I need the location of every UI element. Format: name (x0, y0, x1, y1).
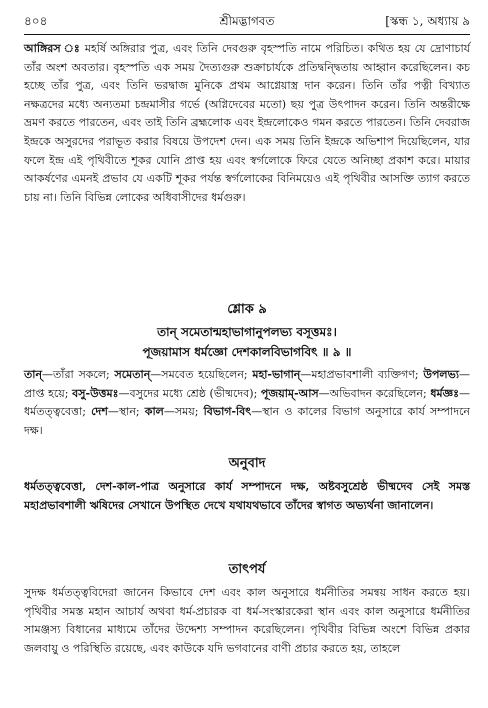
synonym-word: ধর্মজ্ঞঃ (430, 386, 460, 400)
synonym-word: দেশ (91, 405, 108, 419)
previous-purport-paragraph (24, 40, 470, 207)
page-number: ৪০৪ (24, 14, 48, 28)
verse-heading: শ্লোক ৯ (227, 302, 267, 317)
synonym-word: মহা-ভাগান্ (252, 368, 301, 381)
synonym-meaning: —সমবেত হয়েছিলেন; (150, 368, 253, 381)
synonym-word: বসু-উত্তমঃ (72, 386, 119, 400)
synonym-meaning: —মহাপ্রভাবশালী ব্যক্তিগণ; (300, 368, 424, 381)
purport-lead-term: আঙ্গিরস ঃ (24, 42, 81, 55)
verse-line-1: তান্ সমেতান্মহাভাগানুপলভ্য বসূত্তমঃ। (157, 325, 337, 339)
canto-chapter-label: [স্কন্ধ ১, অধ্যায় ৯ (385, 14, 470, 28)
synonym-meaning: —সময়; (163, 405, 204, 419)
synonym-word: কাল (144, 405, 164, 419)
translation-text: ধর্মতত্ত্ববেত্তা, দেশ-কাল-পাত্র অনুসারে কার্য সম্পাদনে দক্ষ, অষ্টবসুশ্রেষ্ঠ ভীষ্মদেব সেই সমস্ত মহাপ্রভাবশালী ঋষিদের সেখানে উপস্থিত দেখে যথাযথভাবে তাঁদের স্বাগত অভ্যর্থনা জানালেন। (24, 480, 470, 512)
synonyms-paragraph (24, 366, 470, 440)
synonym-meaning: —প্রাপ্ত হয়ে; (24, 368, 471, 400)
translation-heading: অনুবাদ (228, 456, 266, 471)
header-rule (24, 34, 470, 35)
synonym-meaning: —স্থান ও কালের বিভাগ অনুসারে কার্য সম্পাদনে দক্ষ। (24, 405, 470, 437)
synonym-word: বিভাগ-বিৎ (203, 405, 252, 419)
synonym-meaning: —স্থান; (107, 405, 145, 419)
purport-prev-text: মহর্ষি অঙ্গিরার পুত্র, এবং তিনি দেবগুরু বৃহস্পতি নামে পরিচিত। কথিত হয় যে দ্রোণাচার্য তাঁর অংশ অবতার। বৃহস্পতি এক সময় দৈত্যগুরু শুক্রাচার্যকে প্রতিদ্বন্দ্বিতায় আহ্বান করেছিলেন। কচ হচ্ছে তাঁর পুত্র, এবং তিনি ভরদ্বাজ মুনিকে প্রথম আগ্নেয়াস্ত্র দান করেন। তিনি তাঁর পত্নী বিখ্যাত নক্ষত্রদের মধ্যে অন্যতমা চন্দ্রমাসীর গর্ভে (অগ্নিদেবের মতো) ছয় পুত্র উৎপাদন করেন। তিনি অন্তরীক্ষে ভ্রমণ করতে পারতেন, এবং তাই তিনি ব্রহ্মলোক এবং ইন্দ্রলোকেও গমন করতে পারতেন। তিনি দেবরাজ ইন্দ্রকে অসুরদের পরাভূত করার বিষয়ে উপদেশ দেন। এক সময় তিনি ইন্দ্রকে অভিশাপ দিয়েছিলেন, যার ফলে ইন্দ্র এই পৃথিবীতে শূকর যোনি প্রাপ্ত হয় এবং স্বর্গলোকে ফিরে যেতে অনিচ্ছা প্রকাশ করে। মায়ার আকর্ষণের এমনই প্রভাব যে একটি শূকর পর্যন্ত স্বর্গলোকের বিনিময়েও এই পৃথিবীর আসক্তি ত্যাগ করতে চায় না। তিনি বিভিন্ন লোকের অধিবাসীদের ধর্মগুরু। (24, 42, 470, 204)
synonym-meaning: —তাঁরা সকলে; (42, 368, 115, 381)
purport-text: সুদক্ষ ধর্মতত্ত্ববিদেরা জানেন কিভাবে দেশ এবং কাল অনুসারে ধর্মনীতির সমন্বয় সাধন করতে হয়। পৃথিবীর সমস্ত মহান আচার্য অথবা ধর্ম-প্রচারক বা ধর্ম-সংস্কারকেরা স্থান এবং কাল অনুসারে ধর্মনীতির সামঞ্জস্য বিধানের মাধ্যমে তাঁদের উদ্দেশ্য সম্পাদন করেছিলেন। পৃথিবীর বিভিন্ন অংশে বিভিন্ন প্রকার জলবায়ু ও পরিস্থিতি রয়েছে, এবং কাউকে যদি ভগবানের বাণী প্রচার করতে হয়, তাহলে (24, 586, 470, 655)
synonym-word: পূজয়াম্-আস (260, 386, 319, 400)
synonym-meaning: —বসুদের মধ্যে শ্রেষ্ঠ (ভীষ্মদেব); (118, 386, 261, 400)
page-header (24, 10, 470, 32)
verse-line-2: পূজয়ামাস ধর্মজ্ঞো দেশকালবিভাগবিৎ ॥ ৯ ॥ (142, 345, 352, 359)
synonym-meaning: —অভিবাদন করেছিলেন; (318, 386, 431, 400)
purport-heading: তাৎপর্য (228, 562, 266, 577)
synonym-word: সমেতান্ (114, 368, 151, 381)
synonym-word: তান্ (24, 368, 43, 381)
book-title: শ্রীমদ্ভাগবত (219, 14, 275, 28)
synonym-word: উপলভ্য (423, 368, 460, 381)
synonym-meaning: —ধর্মতত্ত্ববেত্তা; (24, 386, 471, 419)
